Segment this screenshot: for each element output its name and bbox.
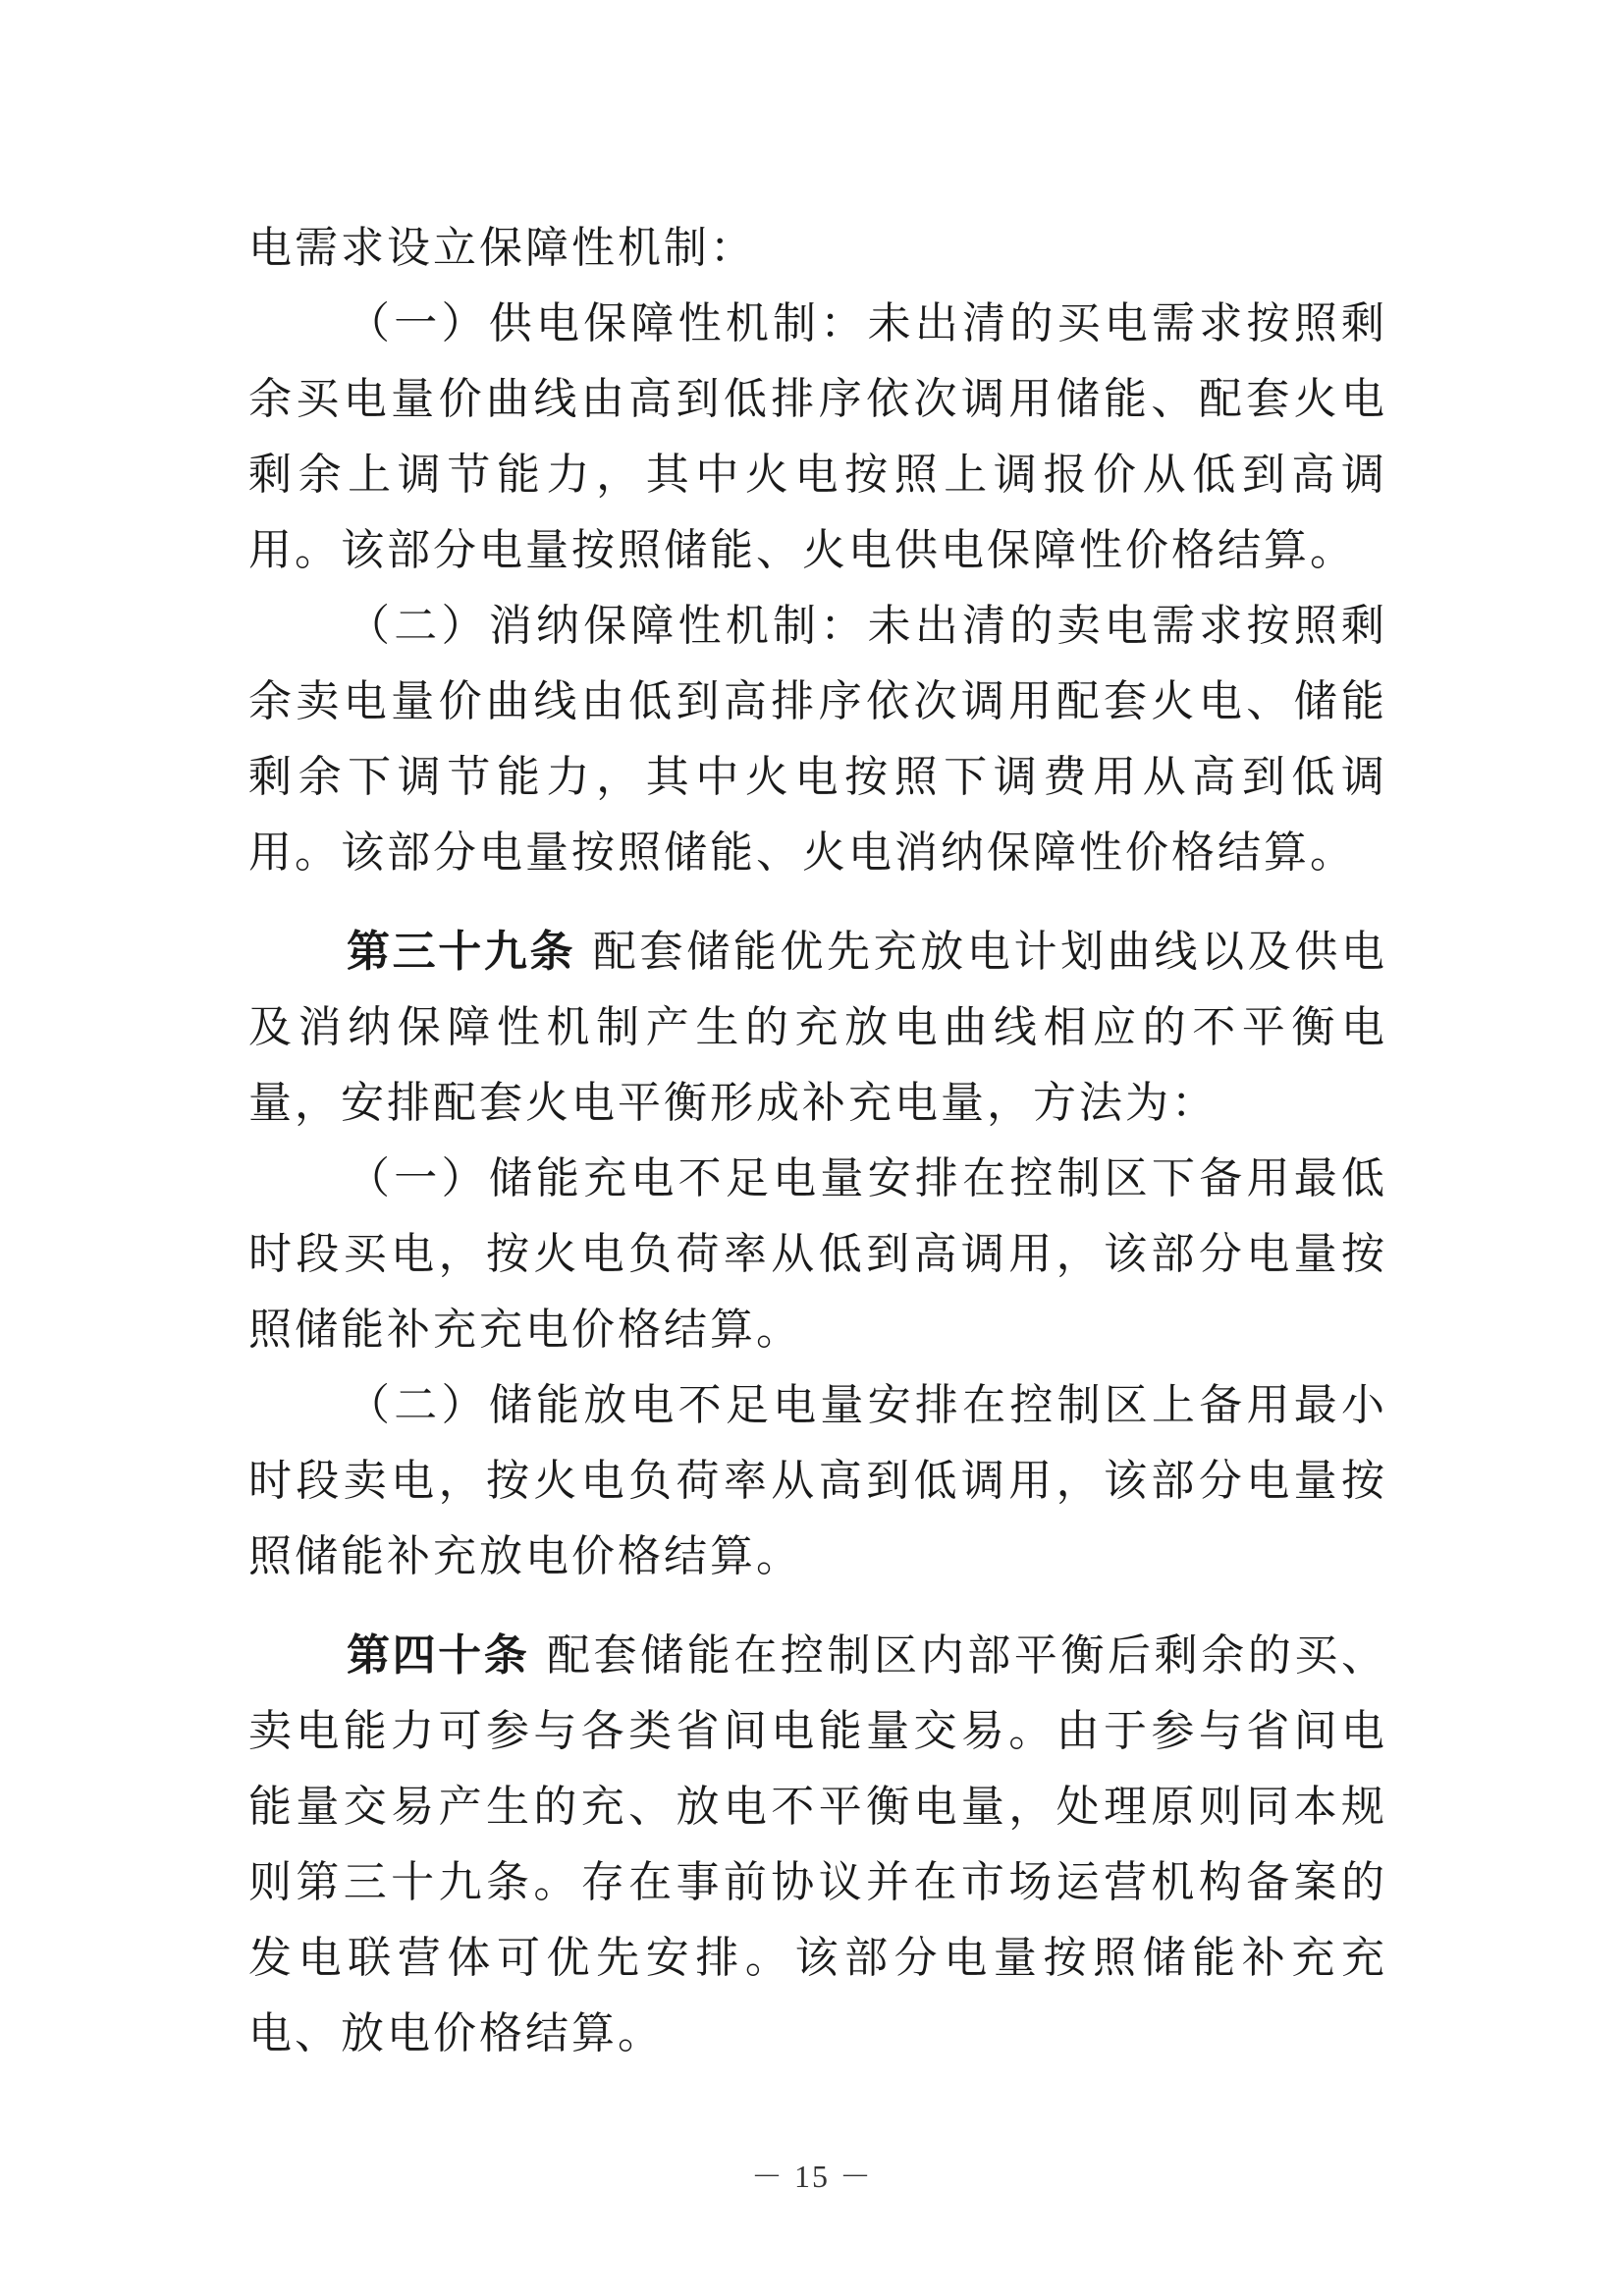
article-number: 第三十九条 [347, 927, 576, 977]
page-number: － 15 － [750, 2159, 873, 2194]
article-text: 配套储能优先充放电计划曲线以及供电及消纳保障性机制产生的充放电曲线相应的不平衡电量，安排配套火电平衡形成补充电量，方法为： [248, 927, 1387, 1128]
article-40 [248, 1618, 1387, 2071]
paragraph-item-discharge-shortfall: （二）储能放电不足电量安排在控制区上备用最小时段卖电，按火电负荷率从高到低调用，该部分电量按照储能补充放电价格结算。 [248, 1380, 1387, 1581]
paragraph-continuation: 电需求设立保障性机制： [248, 223, 756, 273]
paragraph-item-charge-shortfall: （一）储能充电不足电量安排在控制区下备用最低时段买电，按火电负荷率从低到高调用，该部分电量按照储能补充充电价格结算。 [248, 1153, 1387, 1355]
paragraph-item-consumption-guarantee: （二）消纳保障性机制：未出清的卖电需求按照剩余卖电量价曲线由低到高排序依次调用配套火电、储能剩余下调节能力，其中火电按照下调费用从高到低调用。该部分电量按照储能、火电消纳保障性价格结算。 [248, 601, 1387, 878]
article-number: 第四十条 [347, 1630, 530, 1681]
document-body [248, 210, 1387, 2071]
article-text: 配套储能在控制区内部平衡后剩余的买、卖电能力可参与各类省间电能量交易。由于参与省间电能量交易产生的充、放电不平衡电量，处理原则同本规则第三十九条。存在事前协议并在市场运营机构备案的发电联营体可优先安排。该部分电量按照储能补充充电、放电价格结算。 [248, 1630, 1387, 2058]
paragraph-item-supply-guarantee: （一）供电保障性机制：未出清的买电需求按照剩余买电量价曲线由高到低排序依次调用储能、配套火电剩余上调节能力，其中火电按照上调报价从低到高调用。该部分电量按照储能、火电供电保障性价格结算。 [248, 298, 1387, 575]
article-39 [248, 914, 1387, 1141]
